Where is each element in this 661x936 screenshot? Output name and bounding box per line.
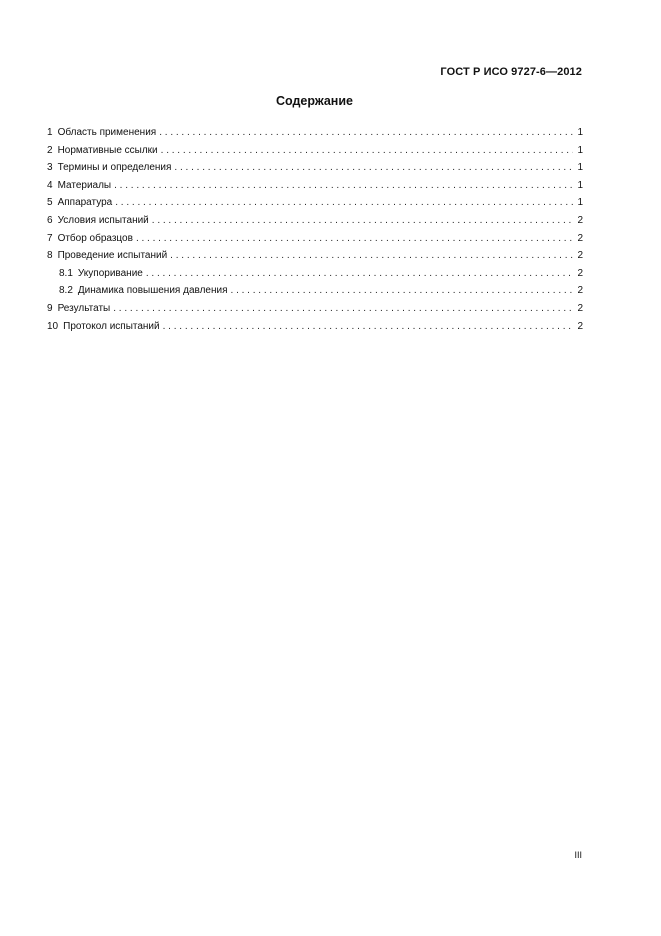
toc-entry-6[interactable] — [47, 212, 583, 230]
toc-entry-10[interactable] — [47, 318, 583, 336]
toc-leader-dots — [152, 212, 573, 230]
toc-title: Содержание — [275, 94, 353, 108]
toc-leader-dots — [146, 265, 573, 283]
toc-entry-label: Укупоривание — [77, 267, 143, 279]
toc-leader-dots — [163, 318, 573, 336]
toc-entry-label: Материалы — [57, 179, 112, 191]
toc-entry-2[interactable] — [47, 142, 583, 160]
toc-leader-dots — [136, 230, 573, 248]
toc-entry-9[interactable] — [47, 300, 583, 318]
toc-entry-7[interactable] — [47, 230, 583, 248]
toc-leader-dots — [113, 300, 573, 318]
page-number: III — [574, 850, 582, 860]
toc-entry-page: 2 — [577, 285, 583, 297]
toc-entry-label: Аппаратура — [57, 197, 113, 209]
toc-entry-label: Нормативные ссылки — [57, 144, 158, 156]
toc-entry-number: 5 — [47, 197, 53, 209]
toc-entry-number: 1 — [47, 127, 53, 138]
toc-entry-number: 4 — [47, 179, 53, 191]
toc-entry-label: Динамика повышения давления — [77, 285, 228, 297]
table-of-contents — [47, 124, 583, 335]
toc-entry-8-1[interactable] — [47, 265, 583, 283]
toc-entry-label: Проведение испытаний — [57, 250, 168, 262]
toc-leader-dots — [231, 282, 573, 300]
toc-entry-4[interactable] — [47, 177, 583, 195]
toc-entry-label: Условия испытаний — [57, 214, 149, 226]
document-code: ГОСТ Р ИСО 9727-6—2012 — [440, 66, 582, 78]
toc-entry-number: 10 — [47, 320, 59, 332]
toc-leader-dots — [159, 124, 573, 142]
toc-leader-dots — [161, 142, 573, 160]
toc-entry-page: 2 — [577, 250, 583, 262]
toc-entry-page: 1 — [577, 162, 583, 174]
toc-entry-label: Отбор образцов — [57, 232, 133, 244]
toc-entry-number: 2 — [47, 144, 53, 156]
toc-entry-page: 2 — [577, 214, 583, 226]
toc-entry-3[interactable] — [47, 159, 583, 177]
toc-entry-page: 2 — [577, 320, 583, 332]
toc-leader-dots — [114, 177, 573, 195]
toc-entry-page: 2 — [577, 232, 583, 244]
toc-entry-page: 1 — [577, 144, 583, 156]
toc-entry-number: 8.1 — [59, 267, 73, 279]
toc-entry-page: 1 — [577, 179, 583, 191]
toc-entry-label: Термины и определения — [57, 162, 172, 174]
toc-entry-number: 8.2 — [59, 285, 73, 297]
toc-leader-dots — [115, 194, 573, 212]
toc-entry-1[interactable] — [47, 124, 583, 142]
toc-entry-label: Область применения — [57, 127, 157, 138]
toc-entry-number: 9 — [47, 302, 53, 314]
toc-entry-page: 1 — [577, 197, 583, 209]
toc-leader-dots — [170, 247, 573, 265]
toc-leader-dots — [174, 159, 573, 177]
toc-entry-page: 1 — [577, 127, 583, 138]
toc-entry-number: 7 — [47, 232, 53, 244]
toc-entry-page: 2 — [577, 302, 583, 314]
toc-entry-label: Результаты — [57, 302, 111, 314]
toc-entry-5[interactable] — [47, 194, 583, 212]
toc-entry-8[interactable] — [47, 247, 583, 265]
toc-entry-label: Протокол испытаний — [63, 320, 160, 332]
toc-entry-number: 6 — [47, 214, 53, 226]
toc-entry-8-2[interactable] — [47, 282, 583, 300]
toc-entry-number: 8 — [47, 250, 53, 262]
toc-entry-page: 2 — [577, 267, 583, 279]
toc-entry-number: 3 — [47, 162, 53, 174]
